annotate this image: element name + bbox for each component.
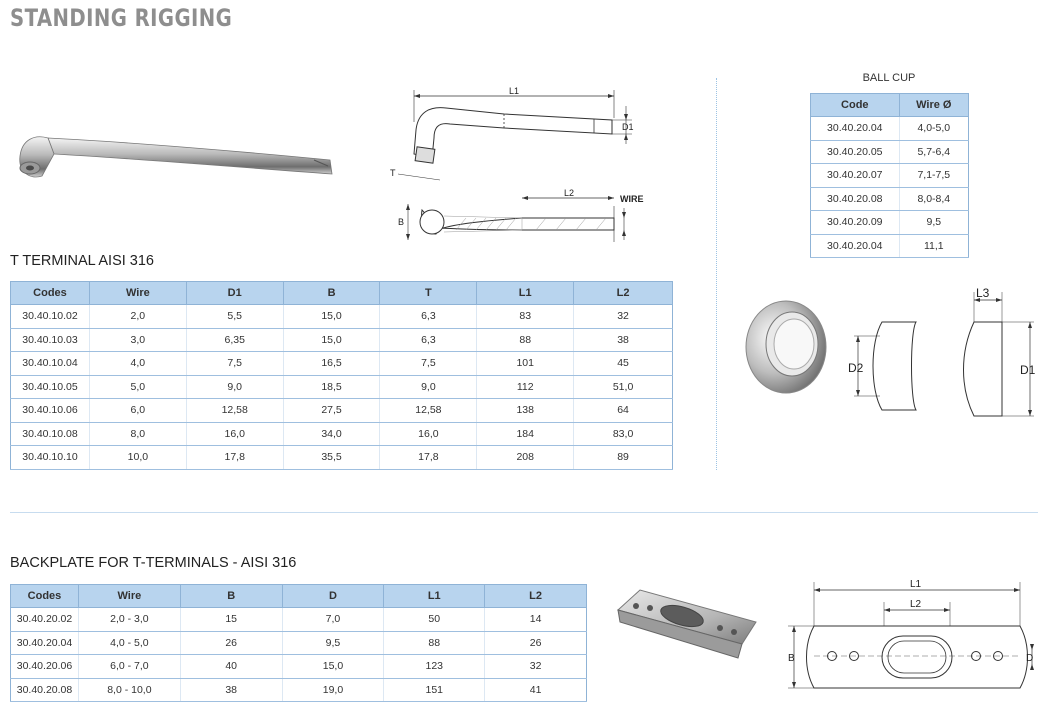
table-cell: 30.40.20.09 [811,211,900,235]
ball-cup-row [811,140,969,164]
backplate-diagram [780,574,1040,694]
diagram-label-l2-plate: L2 [910,599,922,610]
column-header: Wire [78,585,180,608]
column-header: L1 [384,585,485,608]
ball-cup-row [811,117,969,141]
diagram-label-l1: L1 [509,86,520,96]
ball-cup-table [810,93,969,258]
ball-cup-d2-diagram [846,314,926,424]
table-cell: 17,8 [380,446,477,470]
diagram-label-d-plate: D [1026,653,1034,664]
table-cell: 15,0 [283,305,380,329]
table-cell: 41 [485,678,587,702]
table-cell: 16,0 [186,422,283,446]
page-title: STANDING RIGGING [10,4,233,32]
table-cell: 50 [384,608,485,632]
table-cell: 2,0 - 3,0 [78,608,180,632]
table-cell: 30.40.20.08 [811,187,900,211]
table-cell: 26 [180,631,282,655]
table-cell: 15,0 [282,655,384,679]
table-cell: 30.40.20.05 [811,140,900,164]
table-cell: 30.40.20.04 [811,117,900,141]
table-cell: 30.40.20.02 [11,608,79,632]
table-cell: 26 [485,631,587,655]
column-header: Wire Ø [899,94,968,117]
table-cell: 30.40.10.02 [11,305,90,329]
diagram-label-l1-plate: L1 [910,579,922,590]
column-header: D1 [186,282,283,305]
table-cell: 5,7-6,4 [899,140,968,164]
table-cell: 64 [574,399,673,423]
table-cell: 30.40.10.08 [11,422,90,446]
table-cell: 14 [485,608,587,632]
t-terminal-table [10,281,673,470]
backplate-title: BACKPLATE FOR T-TERMINALS - AISI 316 [10,555,297,571]
table-cell: 8,0 [89,422,186,446]
table-cell: 16,0 [380,422,477,446]
column-header: L2 [574,282,673,305]
diagram-label-l3: L3 [976,286,990,300]
table-cell: 9,0 [380,375,477,399]
table-cell: 4,0 - 5,0 [78,631,180,655]
horizontal-divider [10,512,1038,513]
table-cell: 7,5 [186,352,283,376]
ball-cup-d1-diagram [950,282,1040,424]
t-terminal-row [11,352,673,376]
table-cell: 6,35 [186,328,283,352]
ball-cup-row [811,211,969,235]
diagram-label-d1-cup: D1 [1020,363,1036,377]
table-cell: 83,0 [574,422,673,446]
table-cell: 32 [485,655,587,679]
table-cell: 8,0-8,4 [899,187,968,211]
vertical-divider [716,78,717,470]
table-cell: 2,0 [89,305,186,329]
backplate-table [10,584,587,702]
table-cell: 19,0 [282,678,384,702]
backplate-row [11,631,587,655]
table-cell: 88 [384,631,485,655]
column-header: Codes [11,585,79,608]
table-cell: 30.40.20.07 [811,164,900,188]
table-cell: 30.40.20.06 [11,655,79,679]
table-cell: 9,5 [899,211,968,235]
table-cell: 9,0 [186,375,283,399]
table-cell: 101 [477,352,574,376]
t-terminal-row [11,399,673,423]
table-cell: 12,58 [380,399,477,423]
table-cell: 17,8 [186,446,283,470]
diagram-label-t: T [390,168,396,178]
table-cell: 7,1-7,5 [899,164,968,188]
table-cell: 6,0 [89,399,186,423]
table-cell: 34,0 [283,422,380,446]
t-terminal-row [11,328,673,352]
table-cell: 151 [384,678,485,702]
table-cell: 6,3 [380,328,477,352]
table-cell: 138 [477,399,574,423]
t-terminal-row [11,422,673,446]
table-cell: 35,5 [283,446,380,470]
table-cell: 4,0 [89,352,186,376]
table-cell: 89 [574,446,673,470]
table-cell: 38 [574,328,673,352]
backplate-row [11,608,587,632]
table-cell: 4,0-5,0 [899,117,968,141]
table-cell: 184 [477,422,574,446]
table-cell: 15 [180,608,282,632]
table-cell: 38 [180,678,282,702]
column-header: D [282,585,384,608]
table-cell: 112 [477,375,574,399]
table-cell: 6,3 [380,305,477,329]
table-cell: 12,58 [186,399,283,423]
table-cell: 6,0 - 7,0 [78,655,180,679]
diagram-label-l2: L2 [564,188,575,198]
diagram-label-d1: D1 [622,122,634,132]
t-terminal-diagram [386,82,656,252]
ball-cup-row [811,164,969,188]
table-cell: 5,0 [89,375,186,399]
column-header: B [283,282,380,305]
column-header: L2 [485,585,587,608]
table-cell: 9,5 [282,631,384,655]
table-cell: 30.40.20.04 [811,234,900,258]
table-cell: 8,0 - 10,0 [78,678,180,702]
column-header: B [180,585,282,608]
diagram-label-d2: D2 [848,361,864,375]
t-terminal-title: T TERMINAL AISI 316 [10,253,154,269]
t-terminal-row [11,375,673,399]
table-cell: 123 [384,655,485,679]
table-cell: 51,0 [574,375,673,399]
table-cell: 27,5 [283,399,380,423]
column-header: T [380,282,477,305]
table-cell: 208 [477,446,574,470]
column-header: Wire [89,282,186,305]
ball-cup-row [811,234,969,258]
backplate-row [11,655,587,679]
table-cell: 88 [477,328,574,352]
column-header: L1 [477,282,574,305]
table-cell: 5,5 [186,305,283,329]
table-cell: 30.40.10.03 [11,328,90,352]
t-terminal-row [11,446,673,470]
table-cell: 7,5 [380,352,477,376]
column-header: Code [811,94,900,117]
ball-cup-row [811,187,969,211]
table-cell: 15,0 [283,328,380,352]
table-cell: 10,0 [89,446,186,470]
table-cell: 30.40.20.08 [11,678,79,702]
ball-cup-title: BALL CUP [862,72,916,84]
table-cell: 40 [180,655,282,679]
table-cell: 30.40.20.04 [11,631,79,655]
ball-cup-photo [742,298,830,396]
column-header: Codes [11,282,90,305]
table-cell: 30.40.10.05 [11,375,90,399]
table-cell: 30.40.10.10 [11,446,90,470]
table-cell: 3,0 [89,328,186,352]
table-cell: 11,1 [899,234,968,258]
table-cell: 7,0 [282,608,384,632]
table-cell: 30.40.10.06 [11,399,90,423]
backplate-row [11,678,587,702]
diagram-label-b: B [398,217,405,227]
t-terminal-row [11,305,673,329]
backplate-photo [610,584,760,666]
table-cell: 30.40.10.04 [11,352,90,376]
table-cell: 83 [477,305,574,329]
table-cell: 18,5 [283,375,380,399]
t-terminal-photo [8,120,338,200]
table-cell: 32 [574,305,673,329]
table-cell: 45 [574,352,673,376]
diagram-label-wire: WIRE [620,194,644,204]
table-cell: 16,5 [283,352,380,376]
diagram-label-b-plate: B [788,653,795,664]
